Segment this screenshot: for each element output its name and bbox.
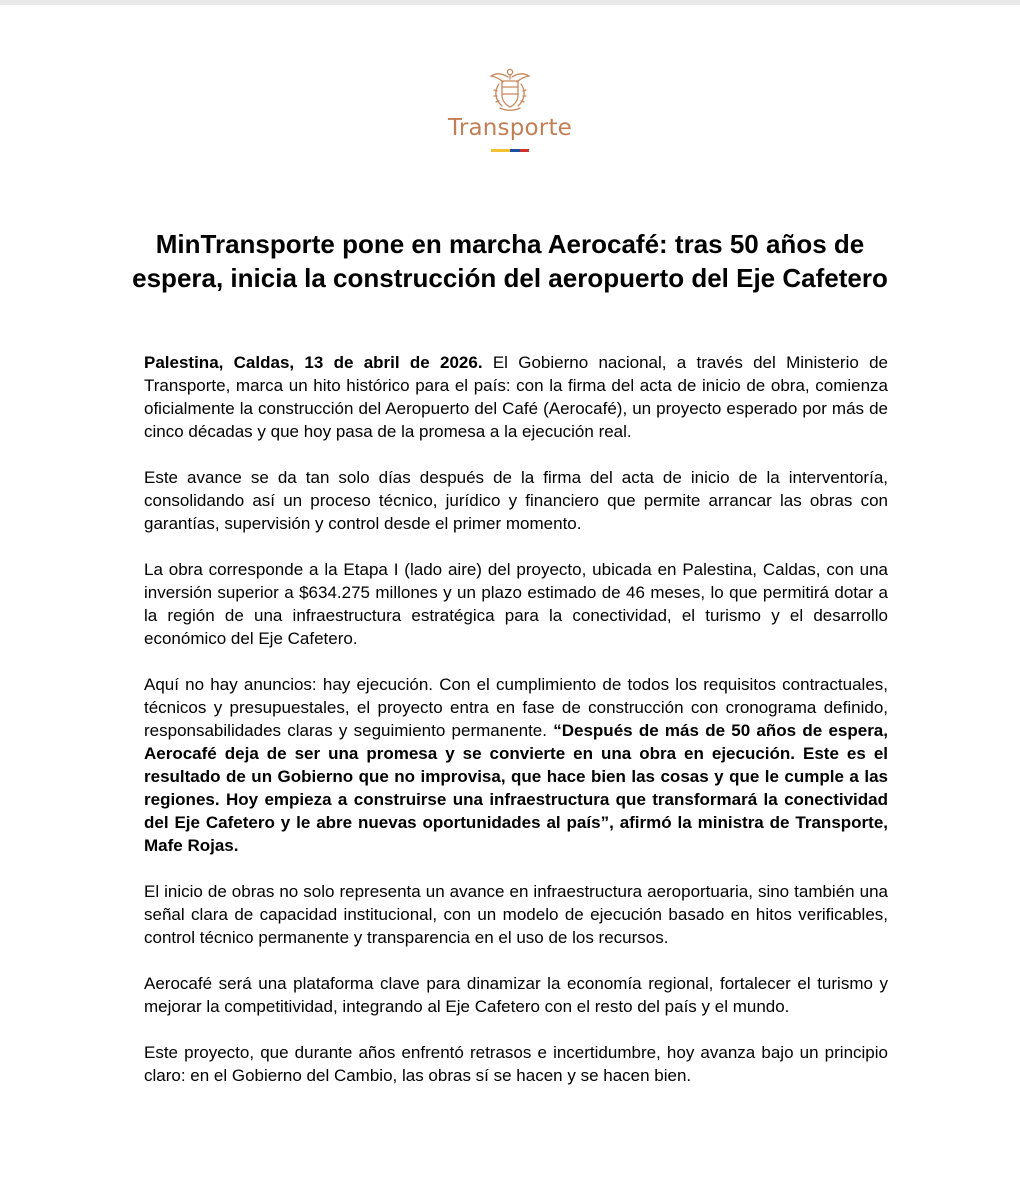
press-release-title: MinTransporte pone en marcha Aerocafé: tras 50 años de espera, inicia la construcción del aeropuerto del Eje Cafetero xyxy=(132,229,888,293)
minister-quote: “Después de más de 50 años de espera, Aerocafé deja de ser una promesa y se convierte en una obra en ejecución. Este es el resultado de un Gobierno que no improvisa, que hace bien las cosas y que le cumple a las regiones. Hoy empieza a construirse una infraestructura que transformará la conectividad del Eje Cafetero y le abre nuevas oportunidades al país”, afirmó la ministra de Transporte, Mafe Rojas. xyxy=(144,721,888,855)
paragraph-4-text: Aquí no hay anuncios: hay ejecución. Con el cumplimiento de todos los requisitos contractuales, técnicos y presupuestales, el proyecto entra en fase de construcción con cronograma definido, responsabilidades claras y seguimiento permanente. xyxy=(144,675,888,740)
paragraph-3: La obra corresponde a la Etapa I (lado aire) del proyecto, ubicada en Palestina, Caldas, con una inversión superior a $634.275 millones y un plazo estimado de 46 meses, lo que permitirá dotar a la región de una infraestructura estratégica para la conectividad, el turismo y el desarrollo económico del Eje Cafetero. xyxy=(144,560,888,648)
paragraph-1 xyxy=(144,351,888,443)
colombia-coat-of-arms-icon xyxy=(488,67,532,113)
document-page xyxy=(0,5,1020,1200)
paragraph-2: Este avance se da tan solo días después de la firma del acta de inicio de la interventoría, consolidando así un proceso técnico, jurídico y financiero que permite arrancar las obras con garantías, supervisión y control desde el primer momento. xyxy=(144,468,888,533)
paragraph-7: Este proyecto, que durante años enfrentó retrasos e incertidumbre, hoy avanza bajo un principio claro: en el Gobierno del Cambio, las obras sí se hacen y se hacen bien. xyxy=(144,1043,888,1085)
paragraph-1-text: El Gobierno nacional, a través del Ministerio de Transporte, marca un hito histórico para el país: con la firma del acta de inicio de obra, comienza oficialmente la construcción del Aeropuerto del Café (Aerocafé), un proyecto esperado por más de cinco décadas y que hoy pasa de la promesa a la ejecución real. xyxy=(144,353,888,441)
ministry-logo xyxy=(430,67,590,152)
paragraph-5: El inicio de obras no solo representa un avance en infraestructura aeroportuaria, sino también una señal clara de capacidad institucional, con un modelo de ejecución basado en hitos verificables, control técnico permanente y transparencia en el uso de los recursos. xyxy=(144,882,888,947)
paragraph-6: Aerocafé será una plataforma clave para dinamizar la economía regional, fortalecer el turismo y mejorar la competitividad, integrando al Eje Cafetero con el resto del país y el mundo. xyxy=(144,974,888,1016)
flag-blue-band xyxy=(510,149,520,152)
paragraph-4 xyxy=(144,673,888,857)
flag-red-band xyxy=(520,149,530,152)
colombia-flag-stripe xyxy=(491,149,529,152)
dateline: Palestina, Caldas, 13 de abril de 2026. xyxy=(144,353,483,372)
brand-wordmark: Transporte xyxy=(447,115,573,141)
press-release-body xyxy=(144,351,888,1110)
flag-yellow-band xyxy=(491,149,510,152)
